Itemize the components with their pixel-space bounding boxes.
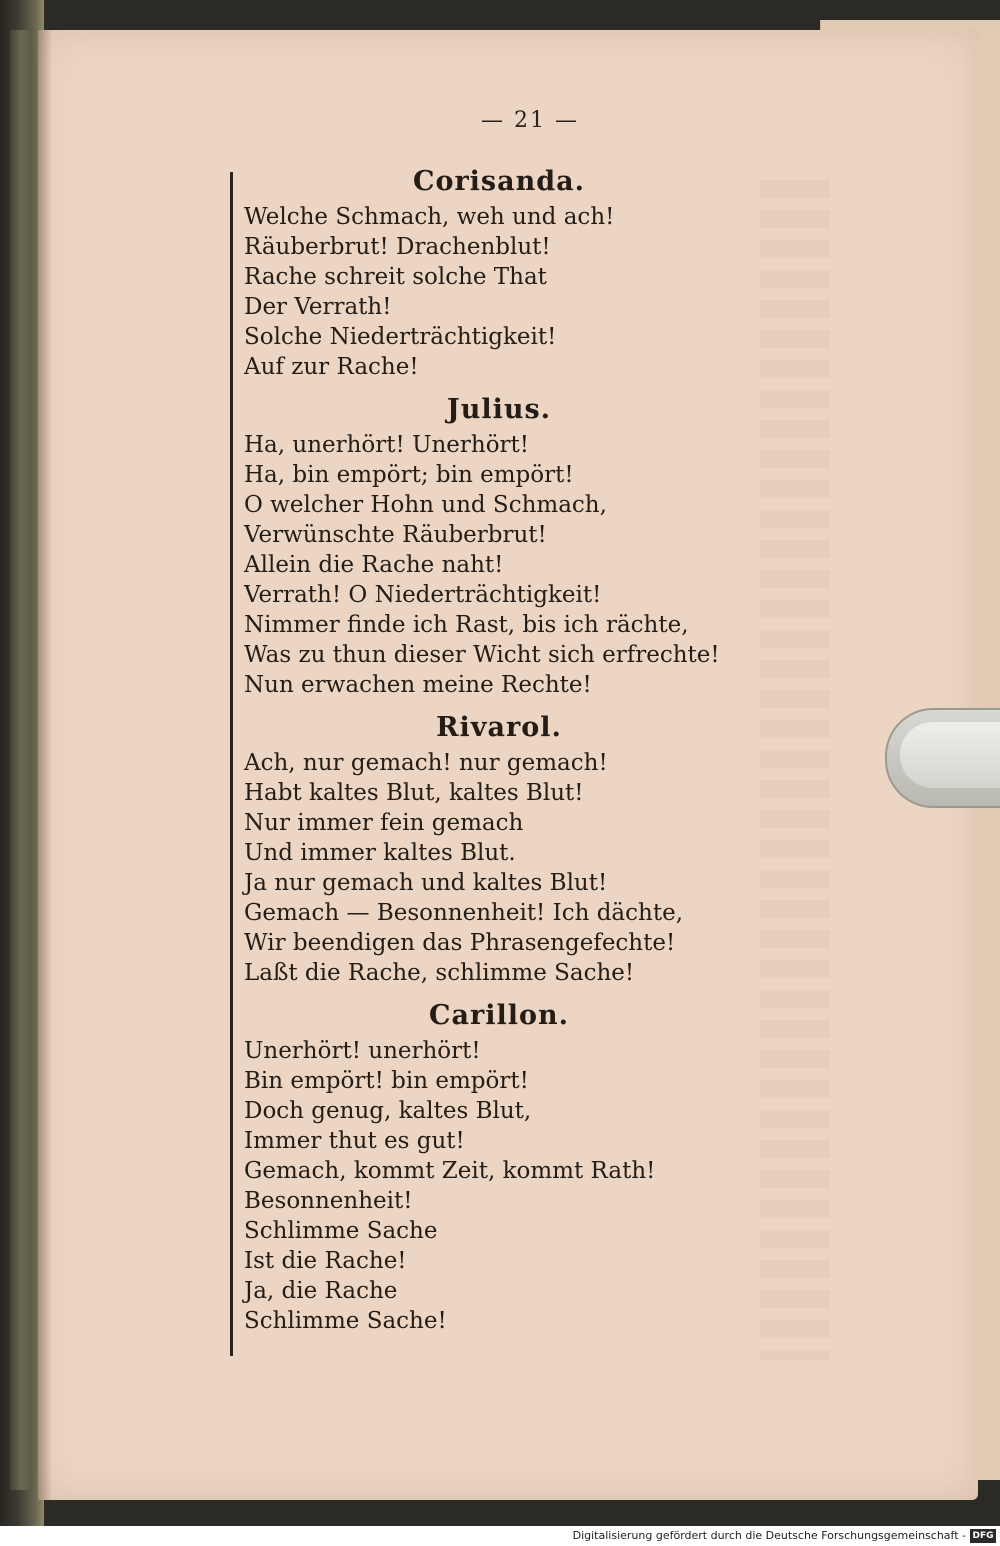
verse-line: O welcher Hohn und Schmach,	[244, 492, 607, 518]
verse-line: Ha, bin empört; bin empört!	[244, 462, 574, 488]
verse-line: Laßt die Rache, schlimme Sache!	[244, 960, 635, 986]
footer-bar	[0, 1526, 1000, 1546]
verse-line: Der Verrath!	[244, 294, 392, 320]
verse-line: Gemach, kommt Zeit, kommt Rath!	[244, 1158, 656, 1184]
bleed-through	[760, 180, 830, 1360]
verse-line: Schlimme Sache!	[244, 1308, 447, 1334]
speaker-heading: Julius.	[446, 394, 552, 425]
page-clip-inner	[900, 722, 1000, 788]
funding-notice: Digitalisierung gefördert durch die Deutsche Forschungsgemeinschaft -	[572, 1529, 966, 1542]
verse-line: Allein die Rache naht!	[244, 552, 504, 578]
verse-line: Nur immer fein gemach	[244, 810, 524, 836]
verse-line: Unerhört! unerhört!	[244, 1038, 481, 1064]
verse-line: Nun erwachen meine Rechte!	[244, 672, 592, 698]
verse-line: Nimmer finde ich Rast, bis ich rächte,	[244, 612, 689, 638]
speaker-heading: Corisanda.	[412, 166, 586, 197]
verse-line: Räuberbrut! Drachenblut!	[244, 234, 551, 260]
verse-line: Verwünschte Räuberbrut!	[244, 522, 547, 548]
verse-line: Ja, die Rache	[244, 1278, 398, 1304]
gutter-shadow	[38, 30, 52, 1500]
speaker-heading: Rivarol.	[436, 712, 562, 743]
verse-line: Verrath! O Niederträchtigkeit!	[244, 582, 602, 608]
verse-line: Ist die Rache!	[244, 1248, 407, 1274]
dialogue-text	[244, 162, 720, 1336]
verse-line: Auf zur Rache!	[244, 354, 419, 380]
verse-line: Gemach — Besonnenheit! Ich dächte,	[244, 900, 683, 926]
page-number: — 21 —	[481, 108, 579, 133]
dfg-logo-icon: DFG	[970, 1529, 996, 1543]
verse-line: Solche Niederträchtigkeit!	[244, 324, 557, 350]
verse-line: Welche Schmach, weh und ach!	[244, 204, 615, 230]
verse-line: Ja nur gemach und kaltes Blut!	[244, 870, 608, 896]
verse-line: Wir beendigen das Phrasengefechte!	[244, 930, 676, 956]
verse-line: Immer thut es gut!	[244, 1128, 465, 1154]
verse-line: Rache schreit solche That	[244, 264, 547, 290]
verse-line: Was zu thun dieser Wicht sich erfrechte!	[244, 642, 720, 668]
verse-line: Doch genug, kaltes Blut,	[244, 1098, 532, 1124]
verse-line: Und immer kaltes Blut.	[244, 840, 516, 866]
verse-line: Ha, unerhört! Unerhört!	[244, 432, 530, 458]
verse-line: Bin empört! bin empört!	[244, 1068, 529, 1094]
speaker-heading: Carillon.	[428, 1000, 570, 1031]
verse-line: Schlimme Sache	[244, 1218, 438, 1244]
verse-line: Ach, nur gemach! nur gemach!	[244, 750, 608, 776]
verse-line: Besonnenheit!	[244, 1188, 413, 1214]
verse-line: Habt kaltes Blut, kaltes Blut!	[244, 780, 584, 806]
vertical-rule	[230, 172, 233, 1356]
